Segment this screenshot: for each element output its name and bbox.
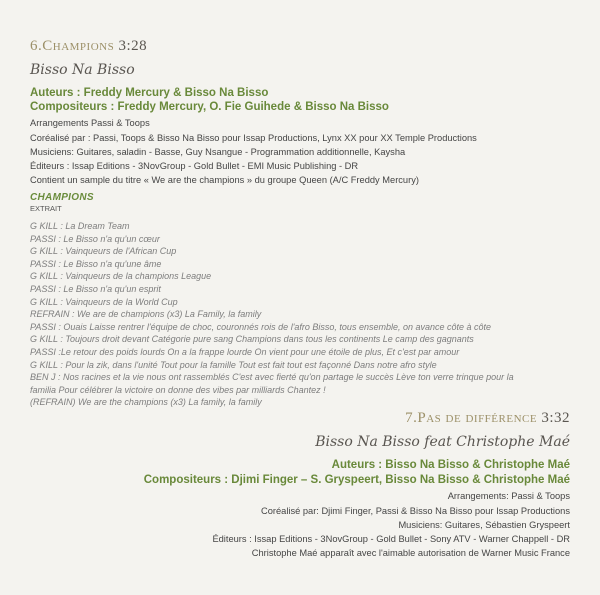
lyrics-extrait-label: EXTRAIT [30,204,62,213]
lyric-line: BEN J : Nos racines et la vie nous ont rassemblés C'est avec fierté qu'on partage le succès Lève ton verre trinque pour la [30,372,514,383]
lyric-line: PASSI : Le Bisso n'a qu'un esprit [30,283,161,294]
track-6-sample: Contient un sample du titre « We are the champions » du groupe Queen (A/C Freddy Mercury) [30,175,419,185]
track-6-name: 6.Champions [30,38,115,54]
lyric-line: G KILL : Vainqueurs de la World Cup [30,296,178,307]
track-6-duration: 3:28 [118,38,148,54]
lyric-line: G KILL : Vainqueurs de la champions League [30,271,212,282]
track-7-arrangements: Arrangements: Passi & Toops [447,491,570,501]
track-6-editeurs: Éditeurs : Issap Editions - 3NovGroup - Gold Bullet - EMI Music Publishing - DR [30,161,359,171]
lyric-line: PASSI :Le retour des poids lourds On a la frappe lourde On vient pour une étoile de plus, Et c'est par amour [30,346,460,357]
track-6-auteurs: Auteurs : Freddy Mercury & Bisso Na Bisso [30,87,269,99]
lyric-line: familia Pour célébrer la victoire on donne des vibes par milliards Chantez ! [30,384,326,395]
lyric-line: G KILL : Vainqueurs de l'African Cup [30,246,177,257]
track-6-arrangements: Arrangements Passi & Toops [30,118,150,128]
track-7-editeurs: Éditeurs : Issap Editions - 3NovGroup - Gold Bullet - Sony ATV - Warner Chappell - DR [212,534,570,544]
track-7-auteurs: Auteurs : Bisso Na Bisso & Christophe Maé [331,459,570,471]
track-7-compositeurs: Compositeurs : Djimi Finger – S. Gryspeert, Bisso Na Bisso & Christophe Maé [143,474,570,486]
lyric-line: PASSI : Le Bisso n'a qu'une âme [30,258,162,269]
lyrics-section-title: CHAMPIONS [30,192,94,203]
track-7-name: 7.Pas de différence [405,410,538,426]
track-7-artist: Bisso Na Bisso feat Christophe Maé [315,434,570,450]
track-7-autorisation: Christophe Maé apparaît avec l'aimable autorisation de Warner Music France [251,548,570,558]
lyric-line: G KILL : La Dream Team [30,221,130,231]
track-6-corealise: Coréalisé par : Passi, Toops & Bisso Na Bisso pour Issap Productions, Lynx XX pour XX Temple Productions [30,133,477,143]
track-6-compositeurs: Compositeurs : Freddy Mercury, O. Fie Guihede & Bisso Na Bisso [30,101,389,113]
track-7-musiciens: Musiciens: Guitares, Sébastien Gryspeert [398,520,570,530]
lyrics-block [30,220,565,409]
track-7-title [405,410,570,427]
track-7-duration: 3:32 [541,410,570,426]
track-6-artist: Bisso Na Bisso [30,62,135,78]
lyric-line: PASSI : Le Bisso n'a qu'un cœur [30,233,160,244]
lyric-line: PASSI : Ouais Laisse rentrer l'équipe de choc, couronnés rois de l'afro Bisso, tous ensemble, on avance côte à côte [30,321,492,332]
lyric-line: REFRAIN : We are de champions (x3) La Family, la family [30,309,262,320]
track-6-musiciens: Musiciens: Guitares, saladin - Basse, Guy Nsangue - Programmation additionnelle, Kaysha [30,147,406,157]
lyric-line: G KILL : Toujours droit devant Catégorie pure sang Champions dans tous les continents Le camp des gagnants [30,334,474,345]
lyric-line: (REFRAIN) We are the champions (x3) La family, la family [30,397,262,408]
lyric-line: G KILL : Pour la zik, dans l'unité Tout pour la famille Tout est fait tout est façonné Dans notre afro style [30,359,437,370]
track-6-title [30,38,147,55]
track-7-corealise: Coréalisé par: Djimi Finger, Passi & Bisso Na Bisso pour Issap Productions [261,506,570,516]
